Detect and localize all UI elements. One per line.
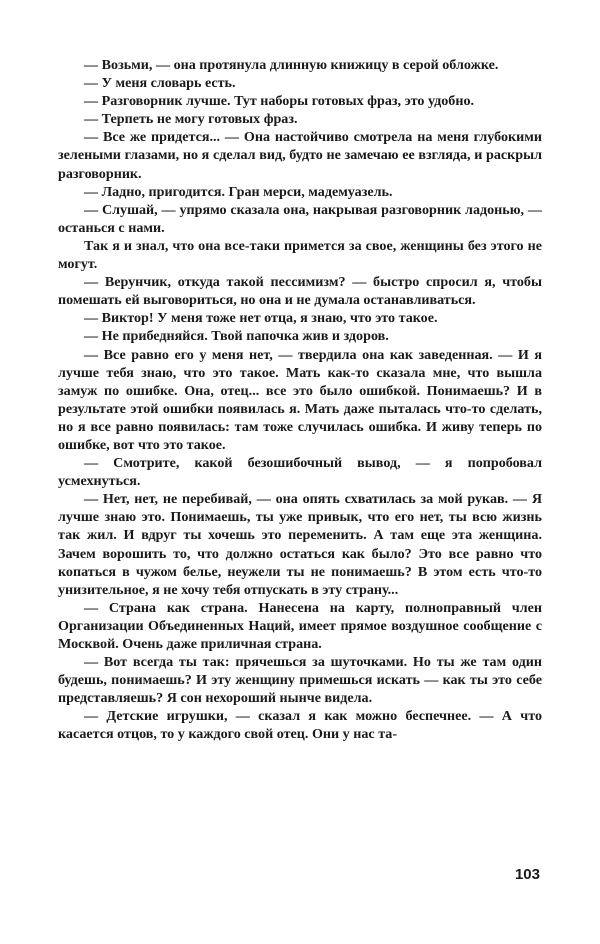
paragraph: — Все равно его у меня нет, — твердила она как заведенная. — И я лучше тебя знаю, что это такое. Мать как-то сказала мне, что вышла замуж по ошибке. Она, отец... все это было ошибкой. Понимаешь? И в результате этой ошибки появилась я. Мать даже пыталась что-то сделать, но я все равно появилась: там тоже случилась ошибка. И живу теперь по ошибке, вот что это такое. (58, 346, 542, 453)
paragraph: — Ладно, пригодится. Гран мерси, мадемуазель. (84, 183, 393, 200)
paragraph: — Не прибедняйся. Твой папочка жив и здоров. (84, 328, 389, 345)
paragraph: — Нет, нет, не перебивай, — она опять схватилась за мой рукав. — Я лучше знаю это. Понимаешь, ты уже привык, что его нет, ты всю жизнь так жил. И вдруг ты хочешь это переменить. А там еще эта женщина. Зачем ворошить то, что должно остаться как было? Это все равно что копаться в чужом белье, неужели ты не понимаешь? В этом есть что-то унизительное, я не хочу тебя отпускать в эту страну... (58, 491, 542, 598)
paragraph: Так я и знал, что она все-таки примется за свое, женщины без этого не могут. (58, 237, 542, 273)
paragraph: — Смотрите, какой безошибочный вывод, — я попробовал усмехнуться. (58, 455, 542, 490)
paragraph: — Возьми, — она протянула длинную книжицу в серой обложке. (84, 57, 499, 73)
paragraph: — Терпеть не могу готовых фраз. (84, 111, 298, 128)
paragraph: — Все же придется... — Она настойчиво смотрела на меня глубокими зелеными глазами, но я сделал вид, будто не замечаю ее взгляда, и раскрыл разговорник. (58, 129, 542, 182)
paragraph: — У меня словарь есть. (84, 75, 236, 92)
paragraph: — Виктор! У меня тоже нет отца, я знаю, что это такое. (84, 310, 438, 327)
page-number: 103 (514, 866, 540, 883)
paragraph: — Вот всегда ты так: прячешься за шуточками. Но ты же там один будешь, понимаешь? И эту женщину примешься искать — как ты это себе представляешь? Я сон нехороший нынче видела. (58, 654, 542, 707)
paragraph: — Детские игрушки, — сказал я как можно беспечнее. — А что касается отцов, то у каждого свой отец. Они у нас та- (58, 708, 542, 743)
paragraph: — Страна как страна. Нанесена на карту, полноправный член Организации Объединенных Наций, имеет прямое воздушное сообщение с Москвой. Очень даже приличная страна. (58, 599, 542, 652)
paragraph: — Слушай, — упрямо сказала она, накрывая разговорник ладонью, — останься с нами. (58, 201, 542, 236)
paragraph: — Верунчик, откуда такой пессимизм? — быстро спросил я, чтобы помешать ей выговориться, но она и не думала останавливаться. (58, 274, 542, 309)
paragraph: — Разговорник лучше. Тут наборы готовых фраз, это удобно. (84, 93, 475, 110)
body-text (58, 56, 542, 744)
